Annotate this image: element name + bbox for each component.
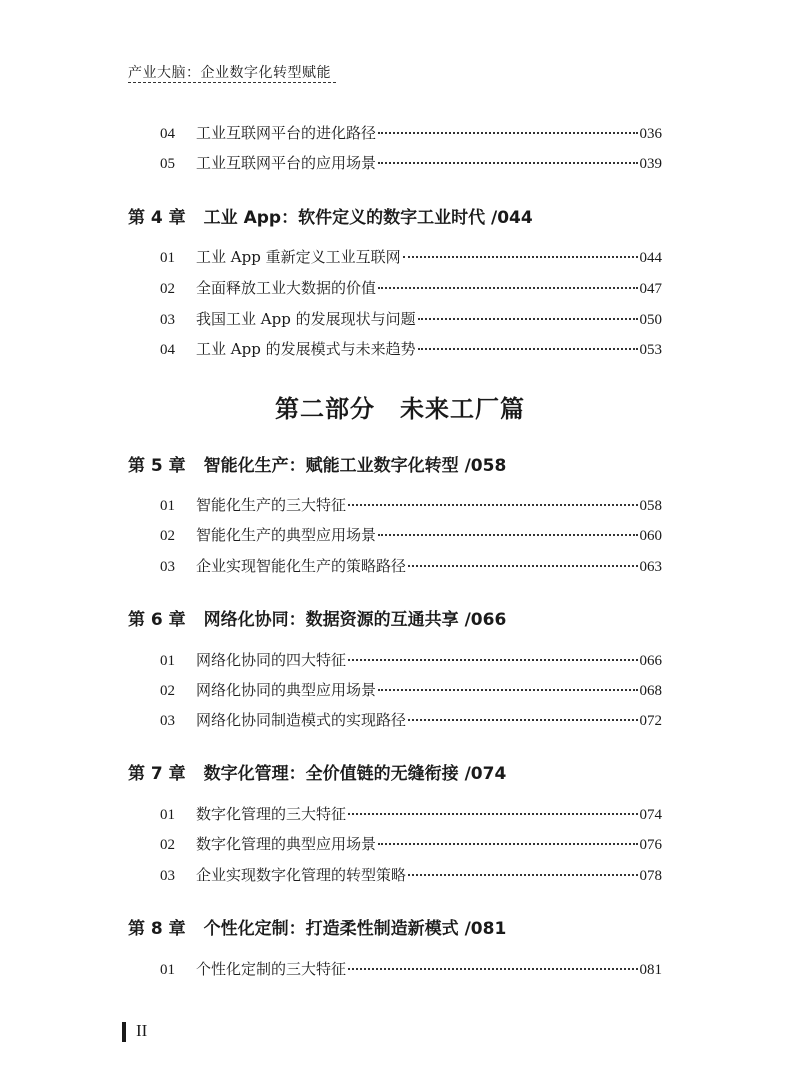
entry-title: 我国工业 App 的发展现状与问题 [196,310,416,328]
dot-leader [418,318,638,320]
dot-leader [408,565,637,567]
entry-title: 工业互联网平台的进化路径 [196,124,377,142]
chapter-label: 第 7 章 [128,764,186,784]
toc-entry[interactable] [160,277,662,299]
entry-title: 网络化协同的典型应用场景 [196,681,377,699]
chapter-5-heading[interactable] [128,451,506,477]
entry-page: 081 [639,962,662,978]
chapter-label: 第 8 章 [128,919,186,939]
chapter-7-heading[interactable] [128,759,506,785]
chapter-title: 工业 App：软件定义的数字工业时代 /044 [203,208,533,228]
dot-leader [403,256,638,258]
entry-page: 039 [639,156,662,172]
entry-page: 066 [639,653,662,669]
entry-title: 工业 App 的发展模式与未来趋势 [196,340,416,358]
chapter-title: 数字化管理：全价值链的无缝衔接 /074 [203,764,507,784]
entry-page: 068 [639,683,662,699]
entry-number: 04 [160,342,175,358]
chapter-title: 网络化协同：数据资源的互通共享 /066 [203,610,507,630]
dot-leader [378,132,637,134]
dot-leader [378,162,637,164]
dot-leader [418,348,638,350]
toc-entry[interactable] [160,803,662,825]
toc-entry[interactable] [160,524,662,546]
chapter-label: 第 4 章 [128,208,186,228]
running-header: 产业大脑：企业数字化转型赋能 [128,65,331,81]
entry-number: 03 [160,868,175,884]
toc-entry[interactable] [160,308,662,330]
dot-leader [378,287,637,289]
entry-title: 网络化协同制造模式的实现路径 [196,711,407,729]
entry-number: 01 [160,807,175,823]
entry-title: 工业互联网平台的应用场景 [196,154,377,172]
entry-number: 02 [160,837,175,853]
chapter-label: 第 5 章 [128,456,186,476]
toc-entry[interactable] [160,958,662,980]
dot-leader [348,968,637,970]
entry-page: 078 [639,868,662,884]
entry-page: 060 [639,528,662,544]
entry-title: 工业 App 重新定义工业互联网 [196,248,401,266]
entry-number: 05 [160,156,175,172]
toc-entry[interactable] [160,122,662,144]
chapter-title: 智能化生产：赋能工业数字化转型 /058 [203,456,507,476]
toc-entry[interactable] [160,709,662,731]
entry-number: 03 [160,559,175,575]
chapter-8-heading[interactable] [128,914,506,940]
entry-page: 050 [639,312,662,328]
toc-entry[interactable] [160,864,662,886]
entry-title: 个性化定制的三大特征 [196,960,347,978]
entry-title: 企业实现智能化生产的策略路径 [196,557,407,575]
entry-page: 074 [639,807,662,823]
entry-number: 01 [160,250,175,266]
entry-title: 智能化生产的典型应用场景 [196,526,377,544]
entry-title: 企业实现数字化管理的转型策略 [196,866,407,884]
toc-entry[interactable] [160,338,662,360]
dot-leader [378,689,637,691]
entry-number: 01 [160,653,175,669]
dot-leader [378,843,637,845]
chapter-label: 第 6 章 [128,610,186,630]
entry-number: 03 [160,312,175,328]
toc-entry[interactable] [160,152,662,174]
entry-page: 076 [639,837,662,853]
entry-title: 数字化管理的三大特征 [196,805,347,823]
dot-leader [348,813,637,815]
chapter-4-heading[interactable] [128,203,533,229]
part-title: 第二部分 未来工厂篇 [275,394,525,423]
entry-page: 063 [639,559,662,575]
toc-entry[interactable] [160,494,662,516]
entry-number: 02 [160,528,175,544]
dot-leader [348,659,637,661]
dot-leader [348,504,637,506]
dot-leader [378,534,637,536]
entry-title: 全面释放工业大数据的价值 [196,279,377,297]
header-dashed-rule [128,82,336,83]
toc-entry[interactable] [160,649,662,671]
entry-number: 02 [160,281,175,297]
page-marker-bar [122,1022,126,1042]
toc-entry[interactable] [160,246,662,268]
entry-title: 智能化生产的三大特征 [196,496,347,514]
dot-leader [408,719,637,721]
entry-number: 01 [160,962,175,978]
entry-page: 053 [639,342,662,358]
entry-page: 044 [639,250,662,266]
chapter-title: 个性化定制：打造柔性制造新模式 /081 [203,919,507,939]
entry-number: 04 [160,126,175,142]
toc-entry[interactable] [160,833,662,855]
entry-number: 03 [160,713,175,729]
entry-page: 047 [639,281,662,297]
entry-title: 数字化管理的典型应用场景 [196,835,377,853]
entry-number: 02 [160,683,175,699]
entry-page: 036 [639,126,662,142]
dot-leader [408,874,637,876]
entry-page: 058 [639,498,662,514]
toc-entry[interactable] [160,555,662,577]
chapter-6-heading[interactable] [128,605,506,631]
toc-entry[interactable] [160,679,662,701]
entry-page: 072 [639,713,662,729]
entry-number: 01 [160,498,175,514]
page-number: II [136,1021,148,1040]
entry-title: 网络化协同的四大特征 [196,651,347,669]
